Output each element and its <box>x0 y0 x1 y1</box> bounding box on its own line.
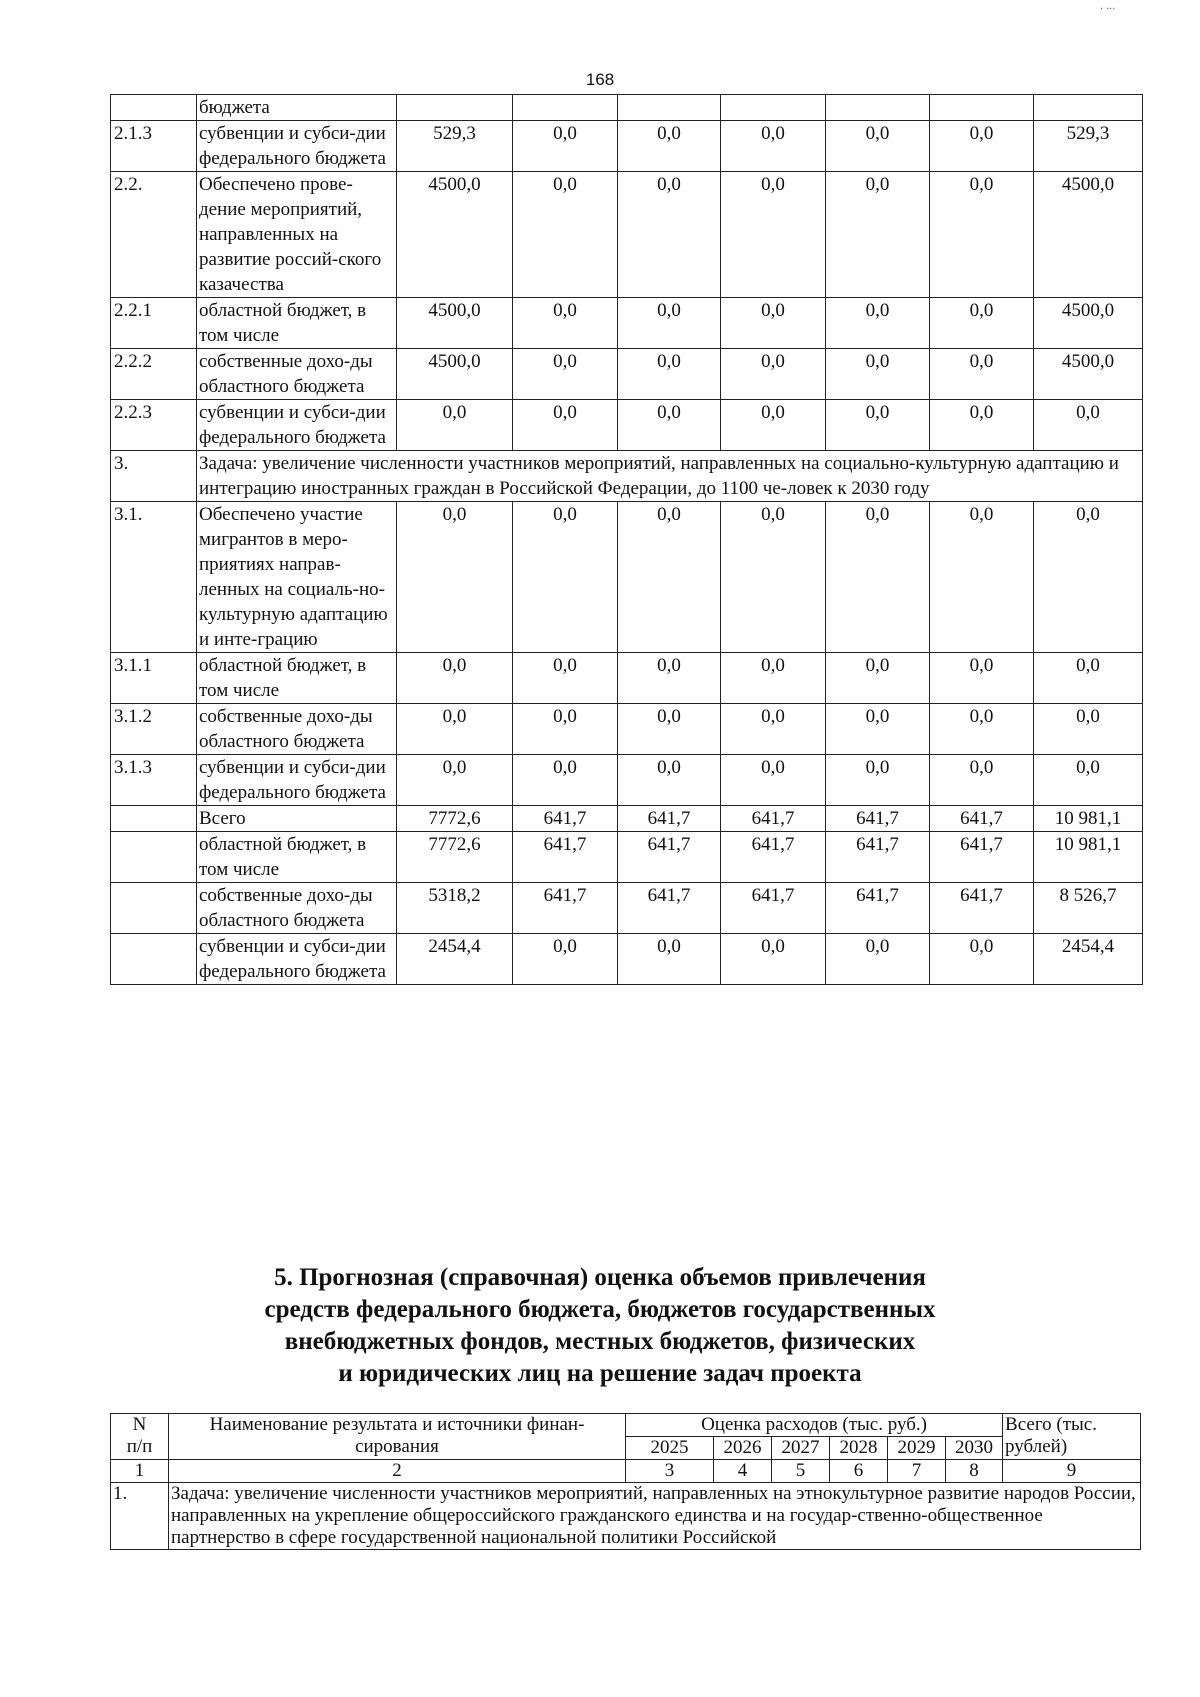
budget-row <box>111 400 1143 451</box>
row-total: 4500,0 <box>1034 172 1143 298</box>
header-name <box>169 1414 626 1460</box>
budget-row <box>111 653 1143 704</box>
row-total: 2454,4 <box>1034 934 1143 985</box>
row-id <box>111 934 197 985</box>
row-value: 0,0 <box>826 934 930 985</box>
row-value: 0,0 <box>513 349 618 400</box>
row-id: 3.1.2 <box>111 704 197 755</box>
header-number-line: п/п <box>126 1436 153 1457</box>
section-5-heading-line: средств федерального бюджета, бюджетов государственных <box>264 1296 936 1323</box>
year-cell: 2029 <box>888 1437 946 1460</box>
row-value: 0,0 <box>826 400 930 451</box>
year-cell: 2026 <box>714 1437 772 1460</box>
row-id <box>111 883 197 934</box>
row-value: 0,0 <box>513 934 618 985</box>
column-number: 6 <box>830 1460 888 1483</box>
row-value: 641,7 <box>618 832 721 883</box>
row-name: областной бюджет, в том числе <box>197 298 397 349</box>
section-5-heading <box>0 1262 1200 1390</box>
page-number: 168 <box>585 70 615 89</box>
budget-row <box>111 298 1143 349</box>
column-numbers-row <box>111 1460 1141 1483</box>
row-name: субвенции и субси-дии федерального бюджета <box>197 934 397 985</box>
row-name: Обеспечено участие мигрантов в меро-приятиях направ-ленных на социаль-но-культурную адаптацию и инте-грацию <box>197 502 397 653</box>
row-id <box>111 806 197 832</box>
row-value: 2454,4 <box>397 934 513 985</box>
row-value: 641,7 <box>930 832 1034 883</box>
row-value: 0,0 <box>930 934 1034 985</box>
row-name: бюджета <box>197 95 397 121</box>
row-value: 0,0 <box>930 704 1034 755</box>
row-value: 0,0 <box>618 298 721 349</box>
header-number <box>111 1414 169 1460</box>
row-value: 5318,2 <box>397 883 513 934</box>
row-value: 4500,0 <box>397 298 513 349</box>
row-value: 641,7 <box>930 883 1034 934</box>
row-name: субвенции и субси-дии федерального бюджета <box>197 121 397 172</box>
header-number-line: N <box>132 1414 147 1435</box>
row-total <box>1034 95 1143 121</box>
row-id: 3.1. <box>111 502 197 653</box>
row-id <box>111 832 197 883</box>
row-value: 0,0 <box>721 653 826 704</box>
row-value: 0,0 <box>721 934 826 985</box>
row-value: 0,0 <box>721 121 826 172</box>
row-value: 0,0 <box>930 172 1034 298</box>
row-value: 641,7 <box>513 832 618 883</box>
row-name: Обеспечено прове-дение мероприятий, направленных на развитие россий-ского казачества <box>197 172 397 298</box>
row-total: 0,0 <box>1034 704 1143 755</box>
row-value <box>826 95 930 121</box>
row-name: собственные дохо-ды областного бюджета <box>197 349 397 400</box>
row-value: 0,0 <box>397 502 513 653</box>
year-cell: 2025 <box>626 1437 714 1460</box>
row-value: 0,0 <box>513 400 618 451</box>
row-value: 7772,6 <box>397 806 513 832</box>
row-id: 2.2.2 <box>111 349 197 400</box>
row-name: собственные дохо-ды областного бюджета <box>197 883 397 934</box>
row-value: 0,0 <box>721 400 826 451</box>
row-value: 0,0 <box>397 755 513 806</box>
row-value: 0,0 <box>826 704 930 755</box>
row-total: 4500,0 <box>1034 298 1143 349</box>
row-name: областной бюджет, в том числе <box>197 653 397 704</box>
row-value: 641,7 <box>618 806 721 832</box>
row-value: 4500,0 <box>397 172 513 298</box>
row-value: 0,0 <box>618 755 721 806</box>
row-value: 0,0 <box>721 172 826 298</box>
budget-row <box>111 883 1143 934</box>
row-value: 0,0 <box>618 400 721 451</box>
task-row <box>111 451 1143 502</box>
header-total <box>1003 1414 1141 1460</box>
row-id: 3.1.1 <box>111 653 197 704</box>
row-id: 2.2. <box>111 172 197 298</box>
column-number: 1 <box>111 1460 169 1483</box>
row-total: 0,0 <box>1034 755 1143 806</box>
forecast-header-row <box>111 1414 1141 1437</box>
row-value: 0,0 <box>826 298 930 349</box>
row-value: 0,0 <box>513 172 618 298</box>
row-value: 0,0 <box>513 704 618 755</box>
corner-mark: . ... <box>1100 0 1116 12</box>
row-total: 10 981,1 <box>1034 806 1143 832</box>
row-value: 529,3 <box>397 121 513 172</box>
row-value: 641,7 <box>826 806 930 832</box>
row-value: 0,0 <box>513 298 618 349</box>
row-value <box>618 95 721 121</box>
year-cell: 2027 <box>772 1437 830 1460</box>
header-name-line: Наименование результата и источники финан- <box>209 1414 585 1435</box>
row-id: 3.1.3 <box>111 755 197 806</box>
row-value: 0,0 <box>721 349 826 400</box>
section-5-heading-line: внебюджетных фондов, местных бюджетов, физических <box>284 1328 916 1355</box>
row-value: 0,0 <box>930 502 1034 653</box>
budget-row <box>111 95 1143 121</box>
row-name: субвенции и субси-дии федерального бюджета <box>197 400 397 451</box>
row-name: субвенции и субси-дии федерального бюджета <box>197 755 397 806</box>
row-value: 0,0 <box>930 121 1034 172</box>
header-total-line: рублей) <box>1005 1436 1068 1457</box>
row-value: 641,7 <box>721 806 826 832</box>
row-value <box>397 95 513 121</box>
row-value: 0,0 <box>618 502 721 653</box>
row-value: 641,7 <box>513 883 618 934</box>
row-value: 0,0 <box>618 121 721 172</box>
budget-row <box>111 704 1143 755</box>
row-name: собственные дохо-ды областного бюджета <box>197 704 397 755</box>
row-value: 0,0 <box>721 755 826 806</box>
row-value: 0,0 <box>930 755 1034 806</box>
budget-row <box>111 502 1143 653</box>
row-id <box>111 95 197 121</box>
row-value: 641,7 <box>618 883 721 934</box>
row-value: 0,0 <box>826 755 930 806</box>
row-value: 0,0 <box>930 349 1034 400</box>
row-value: 0,0 <box>930 653 1034 704</box>
row-value <box>513 95 618 121</box>
row-value: 0,0 <box>397 400 513 451</box>
year-cell: 2028 <box>830 1437 888 1460</box>
row-value: 0,0 <box>618 704 721 755</box>
section-5-heading-line: и юридических лиц на решение задач проекта <box>338 1360 862 1387</box>
column-number: 2 <box>169 1460 626 1483</box>
row-value: 0,0 <box>721 704 826 755</box>
budget-row <box>111 934 1143 985</box>
section-5-heading-line: 5. Прогнозная (справочная) оценка объемов привлечения <box>274 1264 926 1291</box>
row-value: 0,0 <box>618 934 721 985</box>
row-value: 0,0 <box>826 349 930 400</box>
header-total-line: Всего (тыс. <box>1005 1414 1097 1435</box>
task-row <box>111 1483 1141 1550</box>
row-value: 0,0 <box>618 653 721 704</box>
row-id: 2.1.3 <box>111 121 197 172</box>
column-number: 3 <box>626 1460 714 1483</box>
row-value: 0,0 <box>397 704 513 755</box>
row-value: 641,7 <box>721 883 826 934</box>
row-value: 0,0 <box>826 502 930 653</box>
year-cell: 2030 <box>946 1437 1003 1460</box>
row-total: 0,0 <box>1034 653 1143 704</box>
row-value: 0,0 <box>721 502 826 653</box>
column-number: 8 <box>946 1460 1003 1483</box>
row-value: 0,0 <box>513 502 618 653</box>
forecast-table <box>110 1413 1141 1550</box>
column-number: 4 <box>714 1460 772 1483</box>
row-value: 0,0 <box>618 172 721 298</box>
row-name: областной бюджет, в том числе <box>197 832 397 883</box>
row-value: 0,0 <box>397 653 513 704</box>
row-total: 0,0 <box>1034 400 1143 451</box>
row-value: 0,0 <box>826 172 930 298</box>
row-value: 641,7 <box>930 806 1034 832</box>
header-estimate: Оценка расходов (тыс. руб.) <box>626 1414 1003 1437</box>
budget-row <box>111 755 1143 806</box>
row-total: 4500,0 <box>1034 349 1143 400</box>
column-number: 9 <box>1003 1460 1141 1483</box>
header-name-line: сирования <box>355 1436 439 1457</box>
row-total: 8 526,7 <box>1034 883 1143 934</box>
row-value: 641,7 <box>826 832 930 883</box>
row-total: 0,0 <box>1034 502 1143 653</box>
row-value: 641,7 <box>513 806 618 832</box>
task-text: Задача: увеличение численности участников мероприятий, направленных на социально-культурную адаптацию и интеграцию иностранных граждан в Российской Федерации, до 1100 че-ловек к 2030 году <box>197 451 1143 502</box>
budget-table <box>110 94 1143 985</box>
row-value: 0,0 <box>930 298 1034 349</box>
column-number: 5 <box>772 1460 830 1483</box>
row-value: 0,0 <box>930 400 1034 451</box>
budget-row <box>111 172 1143 298</box>
row-value: 0,0 <box>721 298 826 349</box>
row-value <box>930 95 1034 121</box>
budget-row <box>111 806 1143 832</box>
row-value: 641,7 <box>826 883 930 934</box>
row-value <box>721 95 826 121</box>
row-value: 0,0 <box>618 349 721 400</box>
row-total: 529,3 <box>1034 121 1143 172</box>
row-id: 2.2.1 <box>111 298 197 349</box>
row-name: Всего <box>197 806 397 832</box>
row-total: 10 981,1 <box>1034 832 1143 883</box>
column-number: 7 <box>888 1460 946 1483</box>
task-text: Задача: увеличение численности участников мероприятий, направленных на этнокультурное развитие народов России, направленных на укрепление общероссийского гражданского единства и на государ-ственно-общественное партнерство в сфере государственной национальной политики Российской <box>169 1483 1141 1550</box>
row-id: 2.2.3 <box>111 400 197 451</box>
row-value: 0,0 <box>513 755 618 806</box>
budget-row <box>111 121 1143 172</box>
budget-row <box>111 349 1143 400</box>
row-value: 0,0 <box>513 653 618 704</box>
row-id: 3. <box>111 451 197 502</box>
row-value: 641,7 <box>721 832 826 883</box>
task-id: 1. <box>111 1483 169 1550</box>
row-value: 0,0 <box>826 121 930 172</box>
budget-row <box>111 832 1143 883</box>
row-value: 7772,6 <box>397 832 513 883</box>
row-value: 0,0 <box>513 121 618 172</box>
row-value: 0,0 <box>826 653 930 704</box>
row-value: 4500,0 <box>397 349 513 400</box>
